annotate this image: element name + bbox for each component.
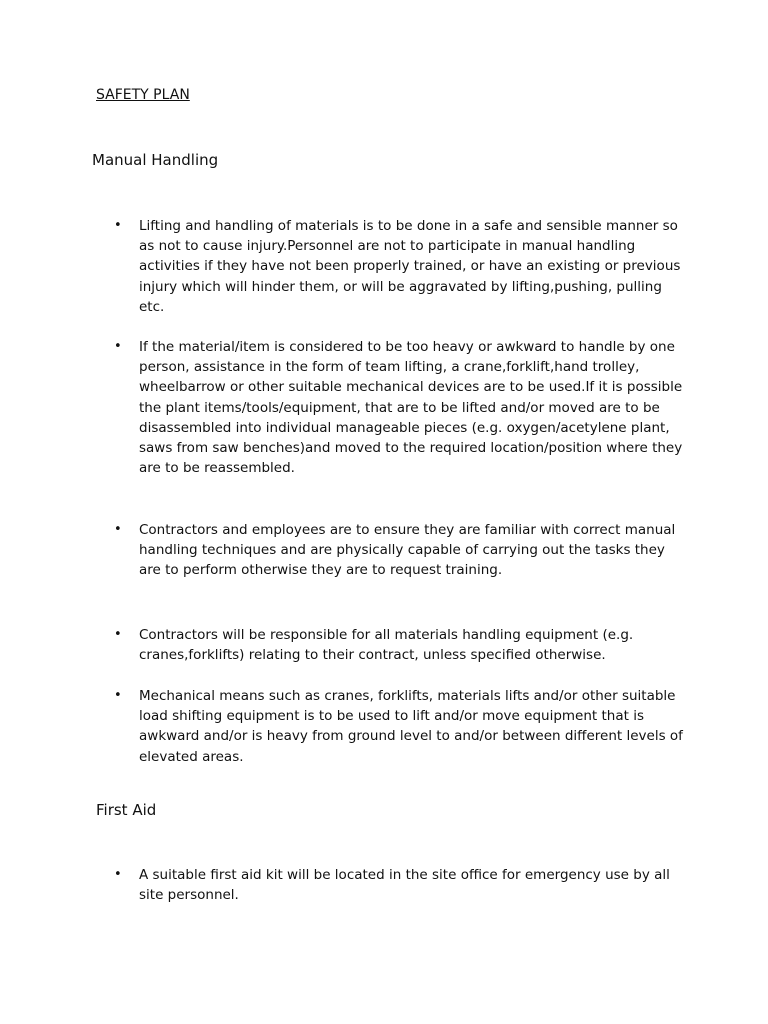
bullet-icon: •	[114, 522, 122, 537]
list-item-text: If the material/item is considered to be too heavy or awkward to handle by one person, assistance in the form of team lifting, a crane,forklift,hand trolley, wheelbarrow or other suitable mechanical devices are to be used.If it is possible the plant items/tools/equipment, that are to be lifted and/or moved are to be disassembled into individual manageable pieces (e.g. oxygen/acetylene plant, saws from saw benches)and moved to the required location/position where they are to be reassembled.	[139, 339, 683, 477]
list-item-text: Contractors and employees are to ensure they are familiar with correct manual handling techniques and are physically capable of carrying out the tasks they are to perform otherwise they are to request training.	[139, 522, 676, 579]
list-item-text: A suitable first aid kit will be located in the site office for emergency use by all site personnel.	[139, 867, 670, 904]
bullet-icon: •	[114, 688, 122, 703]
document-title: SAFETY PLAN	[96, 87, 190, 103]
bullet-icon: •	[114, 867, 122, 882]
bullet-icon: •	[114, 218, 122, 233]
bullet-icon: •	[114, 627, 122, 642]
bullet-icon: •	[114, 339, 122, 354]
section-heading-first-aid: First Aid	[96, 801, 157, 819]
list-item-text: Contractors will be responsible for all materials handling equipment (e.g. cranes,forklifts) relating to their contract, unless specified otherwise.	[139, 627, 634, 664]
section-heading-manual-handling: Manual Handling	[92, 151, 219, 169]
list-item-text: Lifting and handling of materials is to be done in a safe and sensible manner so as not to cause injury.Personnel are not to participate in manual handling activities if they have not been properly trained, or have an existing or previous injury which will hinder them, or will be aggravated by lifting,pushing, pulling etc.	[139, 218, 681, 315]
list-item-text: Mechanical means such as cranes, forklifts, materials lifts and/or other suitable load shifting equipment is to be used to lift and/or move equipment that is awkward and/or is heavy from ground level to and/or between different levels of elevated areas.	[139, 688, 683, 765]
